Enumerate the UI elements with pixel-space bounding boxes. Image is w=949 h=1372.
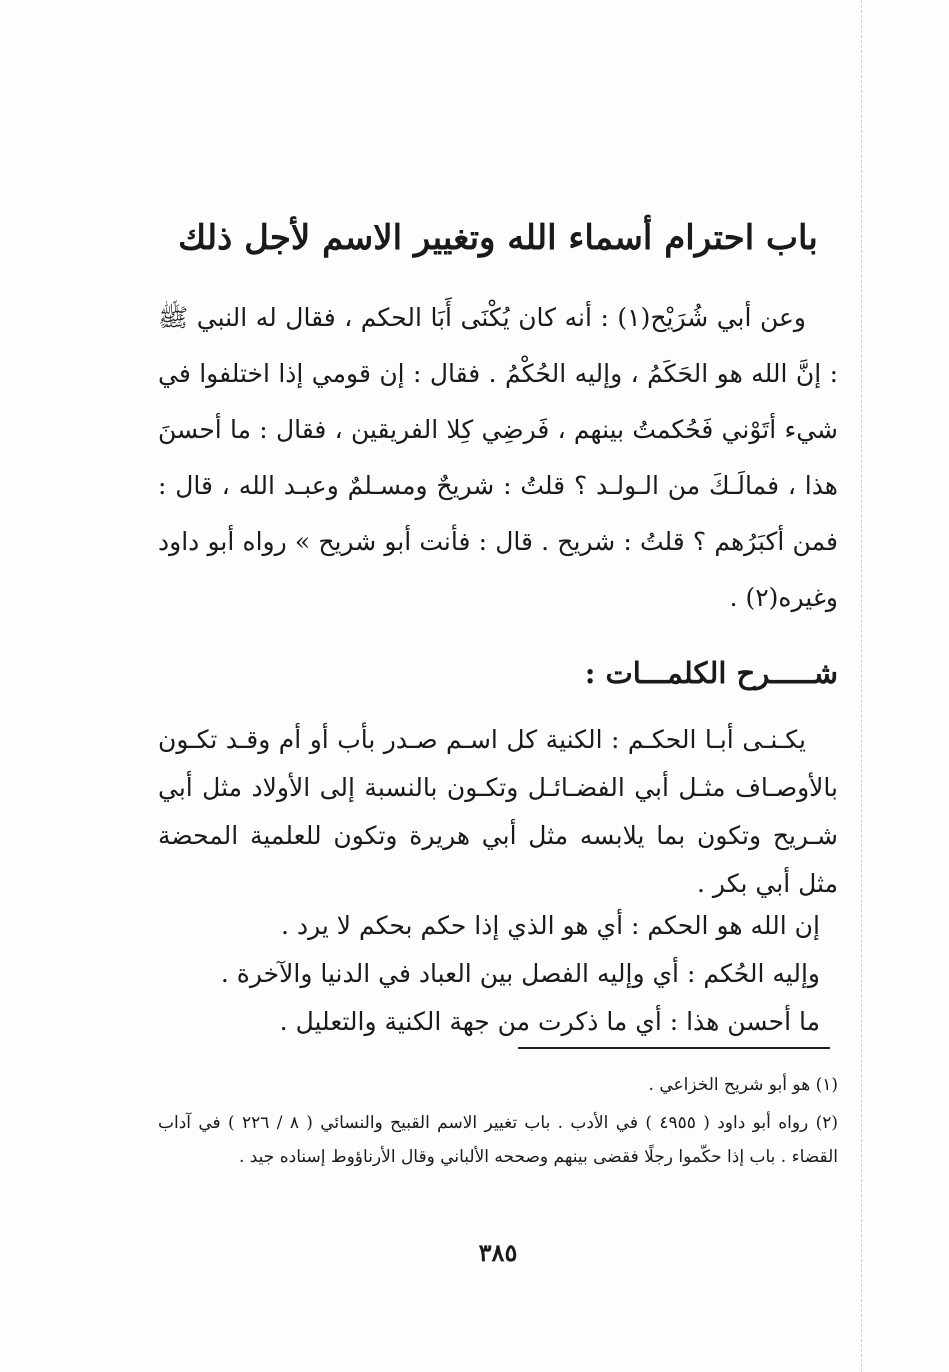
definition-item: إن الله هو الحكم : أي هو الذي إذا حكم بحكم لا يرد . bbox=[281, 911, 820, 940]
hadith-text: وعن أبي شُرَيْح(١) : أنه كان يُكْنَى أَبَا الحكم ، فقال له النبي ﷺ : إنَّ الله هو الحَكَمُ ، وإليه الحُكْمُ . فقال : إن قومي إذا اختلفوا في شيء أتَوْني فَحُكمتُ بينهم ، فَرضِي كِلا الفريقين ، فقال : ما أحسنَ هذا ، فمالَـكَ من الـولـد ؟ قلتُ : شريحٌ ومسـلمٌ وعبـد الله ، قال : فمن أكبَرُهم ؟ قلتُ : شريح . قال : فأنت أبو شريح » رواه أبو داود وغيره(٢) . bbox=[158, 303, 838, 612]
section-heading: شـــــرح الكلمـــات : bbox=[584, 656, 838, 690]
page-number: ٣٨٥ bbox=[478, 1238, 518, 1267]
definition-item: ما أحسن هذا : أي ما ذكرت من جهة الكنية والتعليل . bbox=[279, 1007, 820, 1036]
footnotes-list bbox=[158, 1068, 838, 1178]
footnote-item: (٢) رواه أبو داود ( ٤٩٥٥ ) في الأدب . باب تغيير الاسم القبيح والنسائي ( ٨ / ٢٢٦ ) في آداب القضاء . باب إذا حكّموا رجلًا فقضى بينهم وصححه الألباني وقال الأرناؤوط إسناده جيد . bbox=[158, 1113, 838, 1167]
footnote-item: (١) هو أبو شريح الخزاعي . bbox=[648, 1075, 838, 1095]
definition-item: وإليه الحُكم : أي وإليه الفصل بين العباد في الدنيا والآخرة . bbox=[220, 959, 820, 988]
chapter-title: باب احترام أسماء الله وتغيير الاسم لأجل ذلك bbox=[178, 218, 818, 258]
page-edge-divider bbox=[861, 0, 862, 1372]
footnote-separator bbox=[518, 1047, 830, 1049]
explanation-paragraph: يكـنـى أبـا الحكـم : الكنية كل اسـم صـدر بأب أو أم وقـد تكـون بالأوصـاف مثـل أبي الفضـائـل وتكـون بالنسبة إلى الأولاد مثل أبي شـريح وتكون بما يلابسه مثل أبي هريرة وتكون للعلمية المحضة مثل أبي بكر . bbox=[158, 725, 838, 898]
definitions-list bbox=[158, 902, 838, 1046]
